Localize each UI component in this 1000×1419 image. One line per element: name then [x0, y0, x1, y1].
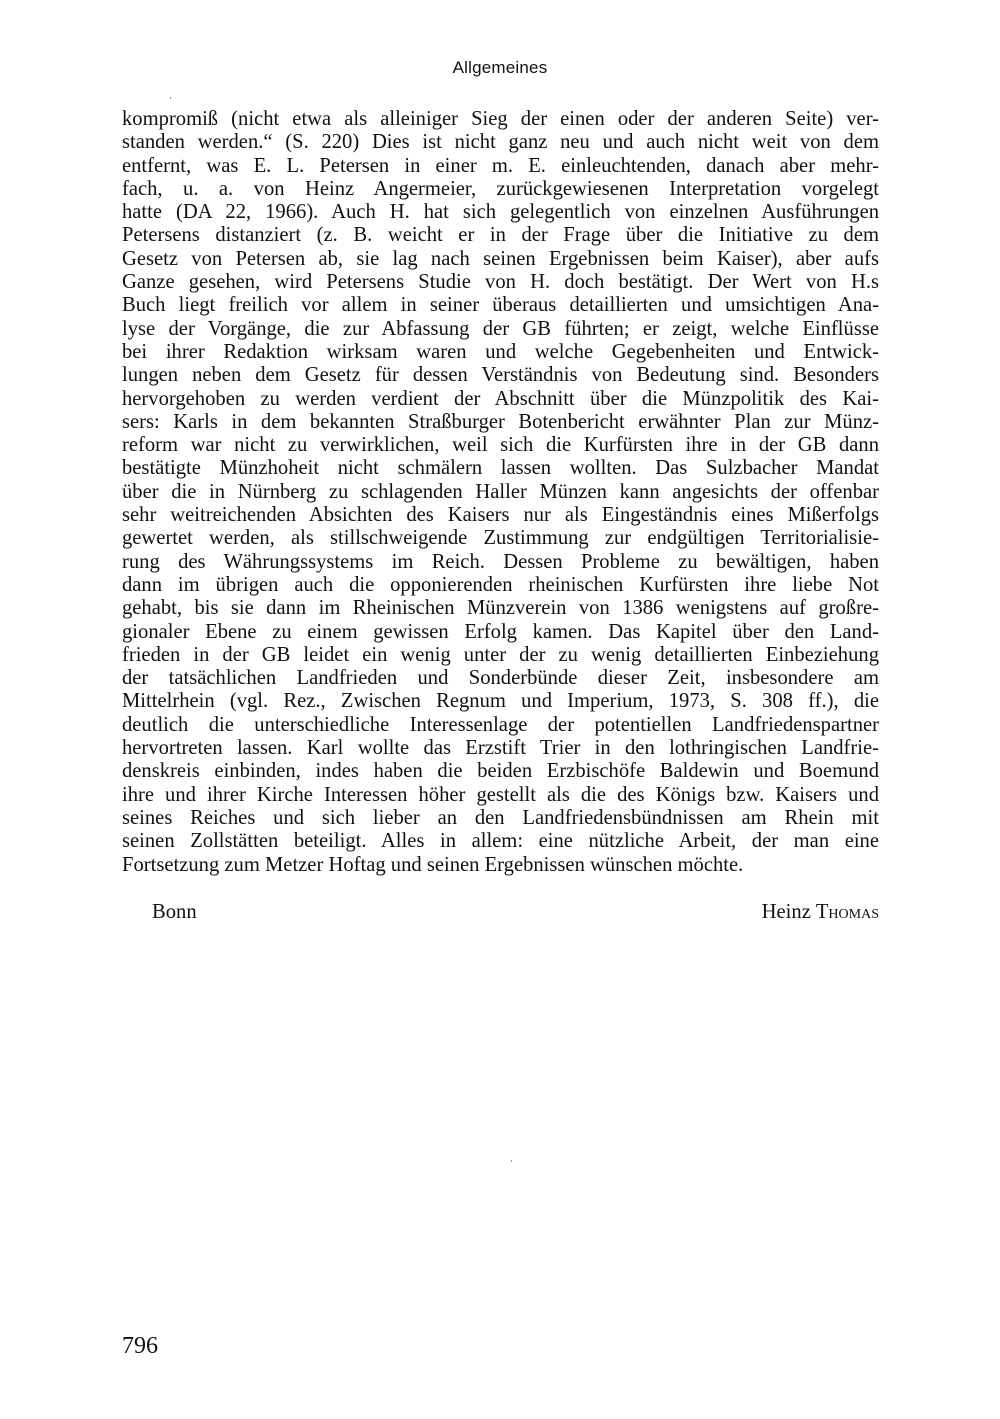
text-line-last: Fortsetzung zum Metzer Hoftag und seinen Ergebnissen wünschen möchte. — [122, 853, 744, 876]
scan-speck — [170, 97, 171, 99]
text-line: Petersens distanziert (z. B. weicht er in der Frage über die Initiative zu dem — [122, 224, 879, 247]
text-line: bei ihrer Redaktion wirksam waren und welche Gegebenheiten und Entwick- — [122, 340, 879, 363]
text-line: entfernt, was E. L. Petersen in einer m. E. einleuchtenden, danach aber mehr- — [122, 154, 879, 177]
author-first-name: Heinz — [761, 901, 811, 923]
text-line: hatte (DA 22, 1966). Auch H. hat sich gelegentlich von einzelnen Ausführungen — [122, 201, 879, 224]
text-line: hervorgehoben zu werden verdient der Abschnitt über die Münzpolitik des Kai- — [122, 387, 879, 410]
text-line: über die in Nürnberg zu schlagenden Haller Münzen kann angesichts der offenbar — [122, 480, 879, 503]
text-line: Ganze gesehen, wird Petersens Studie von H. doch bestätigt. Der Wert von H.s — [122, 271, 879, 294]
text-line: reform war nicht zu verwirklichen, weil sich die Kurfürsten ihre in der GB dann — [122, 434, 879, 457]
signature-place: Bonn — [152, 901, 197, 923]
text-line: Buch liegt freilich vor allem in seiner überaus detaillierten und umsichtigen Ana- — [122, 294, 879, 317]
text-line: deutlich die unterschiedliche Interessenlage der potentiellen Landfriedenspartner — [122, 713, 879, 736]
text-line: Gesetz von Petersen ab, sie lag nach seinen Ergebnissen beim Kaiser), aber aufs — [122, 247, 879, 270]
text-line: hervortreten lassen. Karl wollte das Erzstift Trier in den lothringischen Landfrie- — [122, 737, 879, 760]
text-line: lyse der Vorgänge, die zur Abfassung der GB führten; er zeigt, welche Einflüsse — [122, 317, 879, 340]
text-line: denskreis einbinden, indes haben die beiden Erzbischöfe Baldewin und Boemund — [122, 760, 879, 783]
text-line: bestätigte Münzhoheit nicht schmälern lassen wollten. Das Sulzbacher Mandat — [122, 457, 879, 480]
text-line: standen werden.“ (S. 220) Dies ist nicht ganz neu und auch nicht weit von dem — [122, 131, 879, 154]
text-line: gehabt, bis sie dann im Rheinischen Münzverein von 1386 wenigstens auf großre- — [122, 597, 879, 620]
scan-speck — [511, 1160, 512, 1162]
text-line: der tatsächlichen Landfrieden und Sonderbünde dieser Zeit, insbesondere am — [122, 667, 879, 690]
author-name — [762, 900, 879, 924]
signature — [152, 900, 879, 924]
text-line: rung des Währungssystems im Reich. Dessen Probleme zu bewältigen, haben — [122, 550, 879, 573]
text-line: frieden in der GB leidet ein wenig unter der zu wenig detaillierten Einbeziehung — [122, 643, 879, 666]
text-line: fach, u. a. von Heinz Angermeier, zurückgewiesenen Interpretation vorgelegt — [122, 177, 879, 200]
text-line: seines Reiches und sich lieber an den Landfriedensbündnissen am Rhein mit — [122, 806, 879, 829]
text-line: dann im übrigen auch die opponierenden rheinischen Kurfürsten ihre liebe Not — [122, 573, 879, 596]
page-number: 796 — [122, 1333, 158, 1359]
text-line: gionaler Ebene zu einem gewissen Erfolg kamen. Das Kapitel über den Land- — [122, 620, 879, 643]
text-line: Mittelrhein (vgl. Rez., Zwischen Regnum und Imperium, 1973, S. 308 ff.), die — [122, 690, 879, 713]
text-line: ihre und ihrer Kirche Interessen höher gestellt als die des Königs bzw. Kaisers und — [122, 783, 879, 806]
running-head: Allgemeines — [452, 58, 548, 77]
text-line: lungen neben dem Gesetz für dessen Verständnis von Bedeutung sind. Besonders — [122, 364, 879, 387]
text-line: sehr weitreichenden Absichten des Kaisers nur als Eingeständnis eines Mißerfolgs — [122, 504, 879, 527]
text-line: seinen Zollstätten beteiligt. Alles in allem: eine nützliche Arbeit, der man eine — [122, 830, 879, 853]
text-line: sers: Karls in dem bekannten Straßburger Botenbericht erwähnter Plan zur Münz- — [122, 410, 879, 433]
text-line: gewertet werden, als stillschweigende Zustimmung zur endgültigen Territorialisie- — [122, 527, 879, 550]
text-line: kompromiß (nicht etwa als alleiniger Sieg der einen oder der anderen Seite) ver- — [122, 108, 879, 130]
review-text — [122, 108, 879, 877]
author-last-name: Thomas — [815, 901, 879, 923]
